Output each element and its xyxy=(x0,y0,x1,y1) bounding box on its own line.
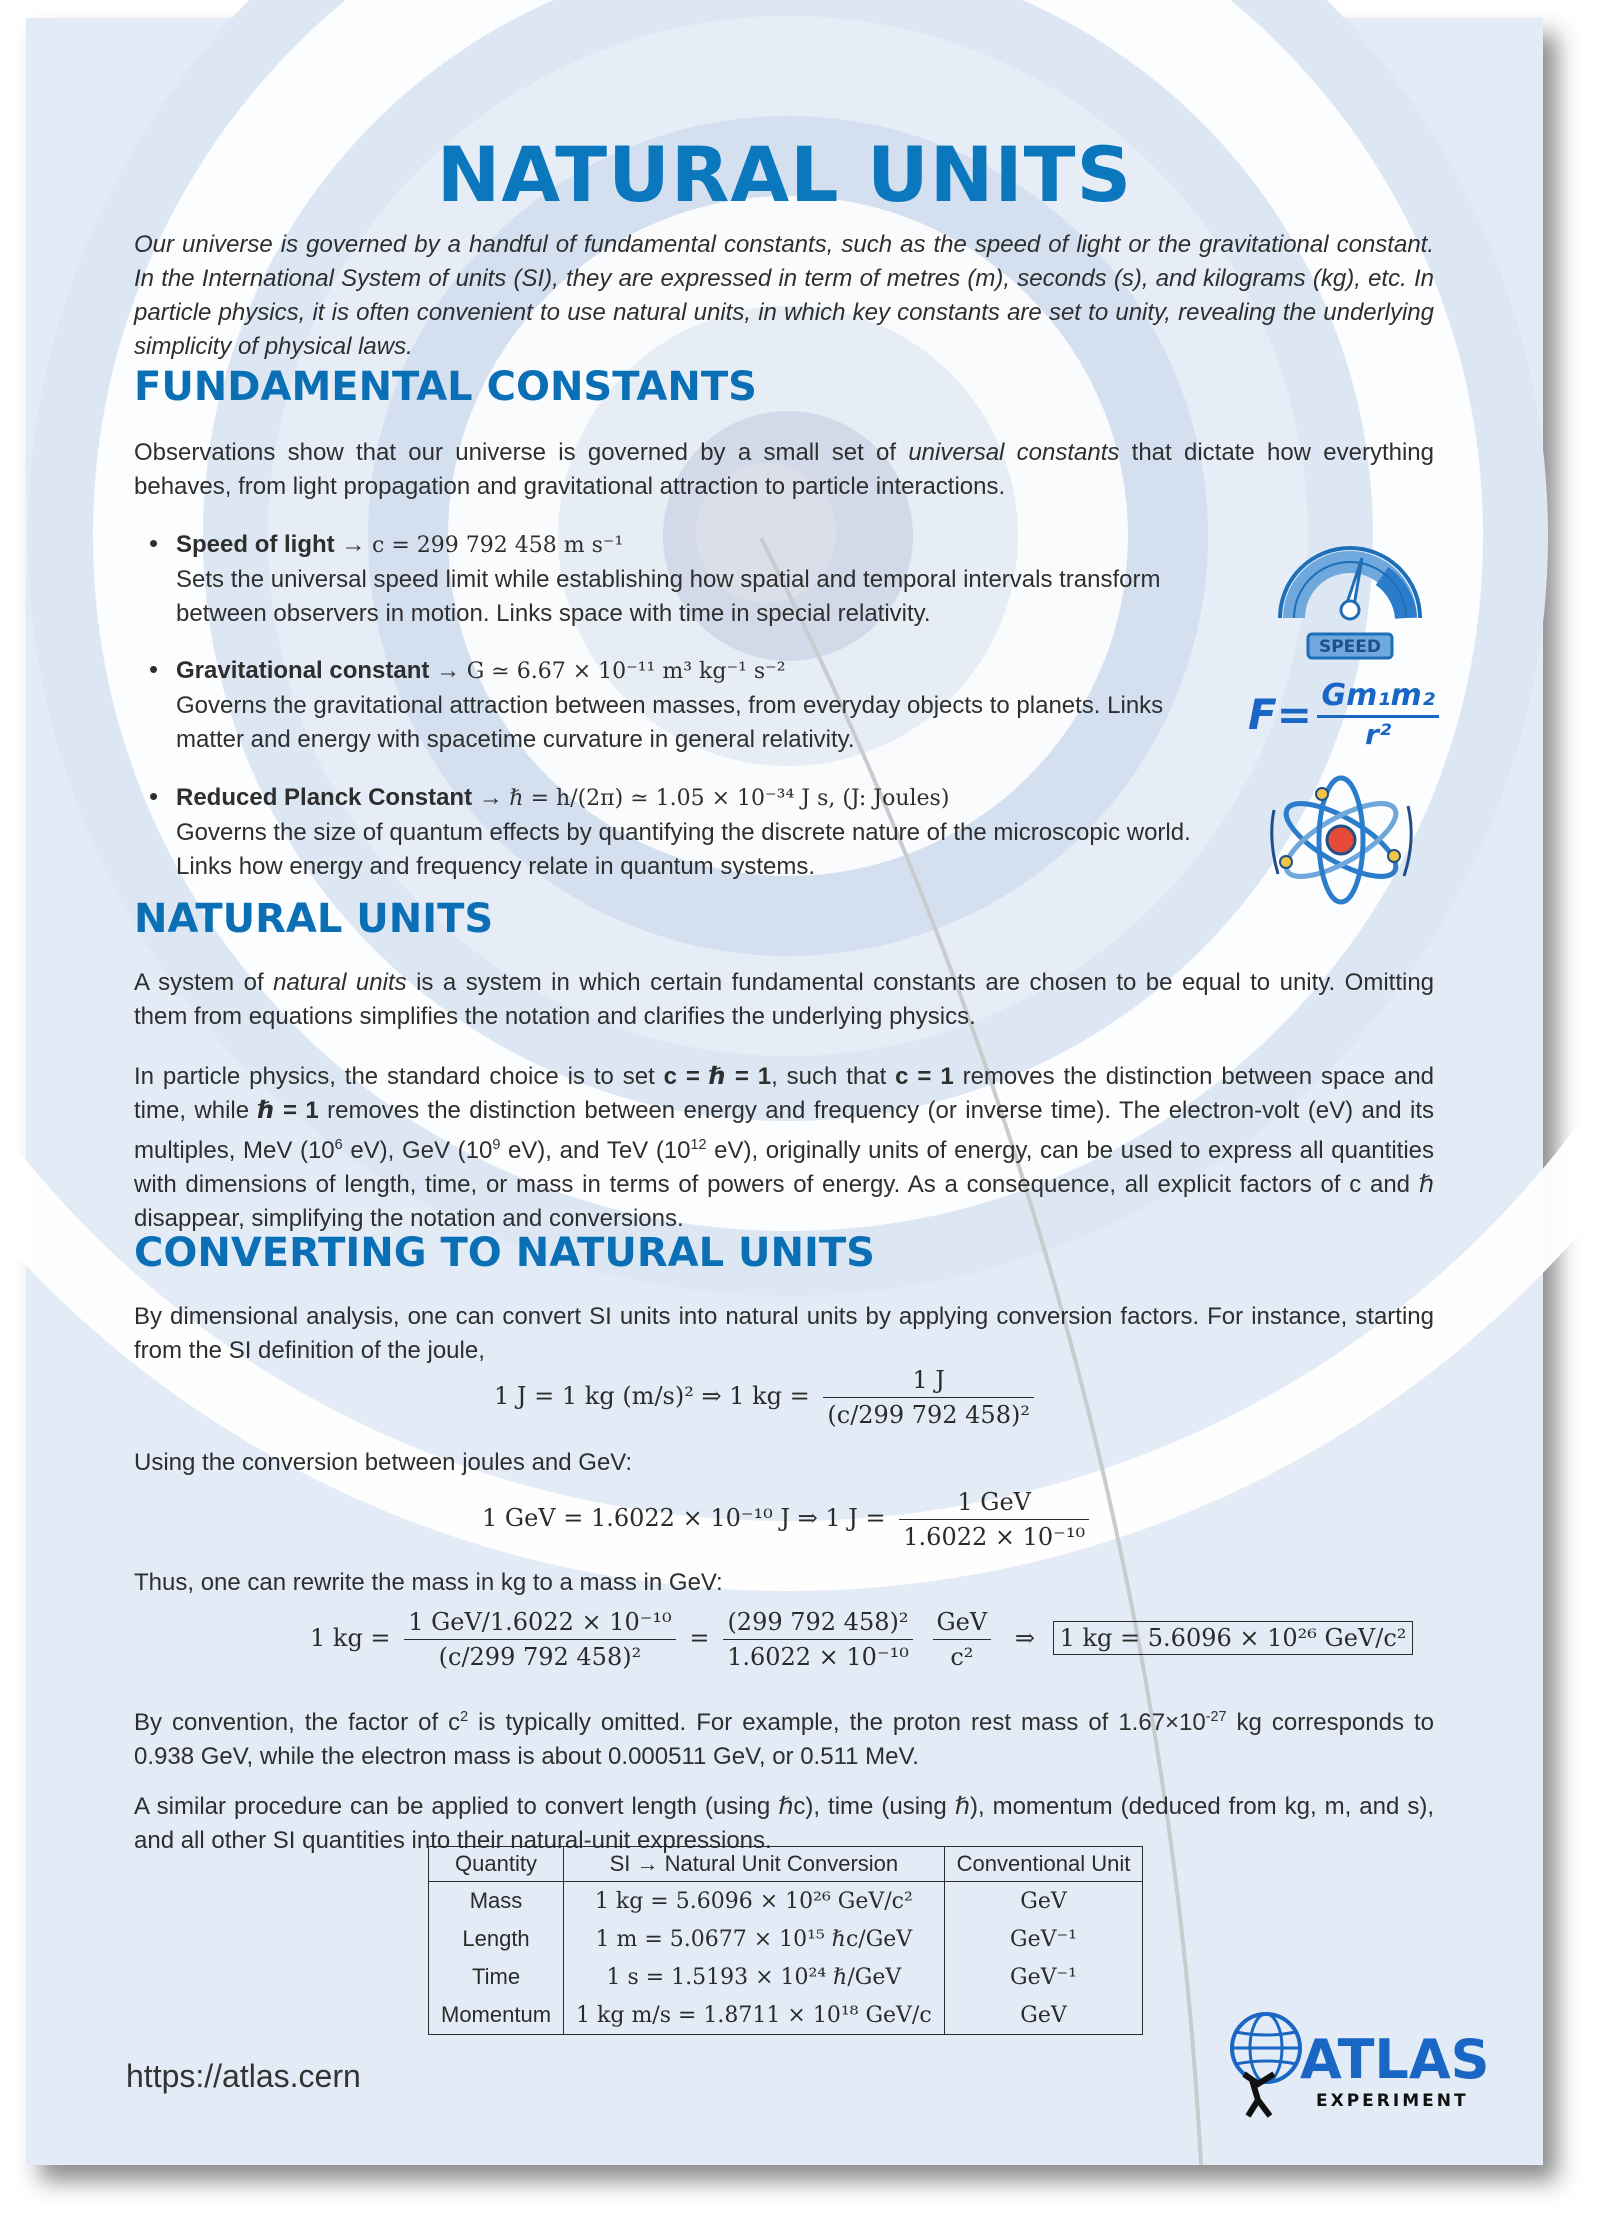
equation-gev-joule: 1 GeV = 1.6022 × 10⁻¹⁰ J ⇒ 1 J = $\frac{\text{1 GeV}}{\text{1.6022 × 10⁻¹⁰}}$ xyxy=(482,1488,1095,1551)
table-header-quantity: Quantity xyxy=(429,1847,564,1882)
bullet-icon: • xyxy=(149,528,159,558)
intro-paragraph: Our universe is governed by a handful of fundamental constants, such as the speed of light or the gravitational constant. In the International System of units (SI), they are expressed in term of metres (m), seconds (s), and kilograms (kg), etc. In particle physics, it is often convenient to use natural units, in which key constants are set to unity, revealing the underlying simplicity of physical laws. xyxy=(134,231,1434,360)
converting-heading: CONVERTING TO NATURAL UNITS xyxy=(134,1230,875,1276)
table-header-conversion: SI → Natural Unit Conversion xyxy=(564,1847,945,1882)
converting-paragraph-2: Using the conversion between joules and GeV: xyxy=(134,1449,633,1476)
atlas-website-link[interactable]: https://atlas.cern xyxy=(126,2058,361,2094)
atom-icon xyxy=(1266,770,1416,910)
table-row: Mass 1 kg = 5.6096 × 10²⁶ GeV/c² GeV xyxy=(429,1882,1143,1921)
natural-units-heading: NATURAL UNITS xyxy=(134,896,494,942)
list-item-gravitational-constant: • Gravitational constant → G ≃ 6.67 × 10⁻¹¹ m³ kg⁻¹ s⁻² Governs the gravitational attraction between masses, from everyday objects to planets. Links matter and energy with spacetime curvature in general relativity. xyxy=(149,654,1164,753)
natural-units-paragraph-2: In particle physics, the standard choice is to set c = ℏ = 1, such that c = 1 removes the distinction between space and time, while ℏ = 1 removes the distinction between energy and frequency (or inverse time). The electron-volt (eV) and its multiples, MeV ($10^6$ eV), GeV ($10^9$ eV), and TeV ($10^{12}$ eV), originally units of energy, can be used to express all quantities with dimensions of length, time, or mass in terms of powers of energy. As a consequence, all explicit factors of c and ℏ disappear, simplifying the notation and conversions. xyxy=(134,1063,1435,1232)
table-row: Momentum 1 kg m/s = 1.8711 × 10¹⁸ GeV/c GeV xyxy=(429,1996,1143,2035)
kg-gev-result-box: 1 kg = 5.6096 × 10²⁶ GeV/c² xyxy=(1053,1621,1414,1655)
natural-units-paragraph-1: A system of natural units is a system in which certain fundamental constants are chosen to be equal to unity. Omitting them from equations simplifies the notation and clarifies the underlying physics. xyxy=(134,969,1435,1030)
speed-badge-label: SPEED xyxy=(1318,637,1382,657)
fundamental-intro: Observations show that our universe is governed by a small set of universal constants that dictate how everything behaves, from light propagation and gravitational attraction to particle interactions. xyxy=(134,439,1434,500)
converting-paragraph-3: Thus, one can rewrite the mass in kg to a mass in GeV: xyxy=(134,1569,723,1596)
conversion-table xyxy=(428,1846,1143,2035)
converting-paragraph-4: By convention, the factor of $c^2$ is typically omitted. For example, the proton rest mass of $1.67\times 10^{-27}$ kg corresponds to 0.938 GeV, while the electron mass is about 0.000511 GeV, or 0.511 MeV. xyxy=(134,1709,1434,1770)
list-item-speed-of-light: • Speed of light → c = 299 792 458 m s⁻¹ Sets the universal speed limit while establishing how spatial and temporal intervals transform between observers in motion. Links space with time in special relativity. xyxy=(149,528,1161,627)
bullet-icon: • xyxy=(149,654,159,684)
table-row: Time 1 s = 1.5193 × 10²⁴ ℏ/GeV GeV⁻¹ xyxy=(429,1958,1143,1996)
equation-joule-definition: 1 J = 1 kg (m/s)² ⇒ 1 kg = $\frac{1 J}{\text{(c/299 792 458)²}}$ xyxy=(494,1366,1040,1429)
planck-constant-formula: ℏ = h/(2π) ≃ 1.05 × 10⁻³⁴ J s, (J: Joules) xyxy=(509,786,950,811)
experiment-logo-text: EXPERIMENT xyxy=(1316,2091,1469,2111)
gravitational-constant-description: Governs the gravitational attraction between masses, from everyday objects to planets. Links matter and energy with spacetime curvature in general relativity. xyxy=(176,692,1164,753)
fundamental-constants-heading: FUNDAMENTAL CONSTANTS xyxy=(134,364,757,410)
table-row: Length 1 m = 5.0677 × 10¹⁵ ℏc/GeV GeV⁻¹ xyxy=(429,1920,1143,1958)
converting-paragraph-5: A similar procedure can be applied to convert length (using ℏc), time (using ℏ), momentum (deduced from kg, m, and s), and all other SI quantities into their natural-unit expressions. xyxy=(134,1793,1434,1854)
list-item-reduced-planck-constant: • Reduced Planck Constant → ℏ = h/(2π) ≃ 1.05 × 10⁻³⁴ J s, (J: Joules) Governs the size of quantum effects by quantifying the discrete nature of the microscopic world. Links how energy and frequency relate in quantum systems. xyxy=(149,781,1191,880)
speed-of-light-description: Sets the universal speed limit while establishing how spatial and temporal intervals transform between observers in motion. Links space with time in special relativity. xyxy=(176,566,1161,627)
poster-page xyxy=(26,18,1543,2165)
atlas-logo-text: ATLAS xyxy=(1300,2028,1490,2091)
table-header-unit: Conventional Unit xyxy=(944,1847,1143,1882)
equation-kg-to-gev: 1 kg = $\frac{\text{1 GeV/1.6022 × 10⁻¹⁰}}{\text{(c/299 792 458)²}}$ = $\frac{\text{(299 792 458)²}}{\text{1.6022 × 10⁻¹⁰}}$ $\frac{\text{GeV}}{\text{c²}}$ ⇒ 1 kg = 5.6096 × 10²⁶ GeV/c² xyxy=(310,1608,1413,1671)
bullet-icon: • xyxy=(149,781,159,811)
atlas-experiment-logo xyxy=(1222,2008,1490,2118)
poster-title: NATURAL UNITS xyxy=(436,130,1133,219)
speedometer-icon xyxy=(1270,528,1430,662)
gravitational-constant-formula: G ≃ 6.67 × 10⁻¹¹ m³ kg⁻¹ s⁻² xyxy=(466,659,786,684)
planck-constant-description: Governs the size of quantum effects by quantifying the discrete nature of the microscopic world. Links how energy and frequency relate in quantum systems. xyxy=(176,819,1191,880)
speed-of-light-formula: c = 299 792 458 m s⁻¹ xyxy=(372,533,624,558)
gravity-formula-sketch: F= $\frac{\text{Gm₁m₂}}{\text{r²}}$ xyxy=(1248,678,1439,751)
converting-paragraph-1: By dimensional analysis, one can convert SI units into natural units by applying conversion factors. For instance, starting from the SI definition of the joule, xyxy=(134,1303,1434,1364)
